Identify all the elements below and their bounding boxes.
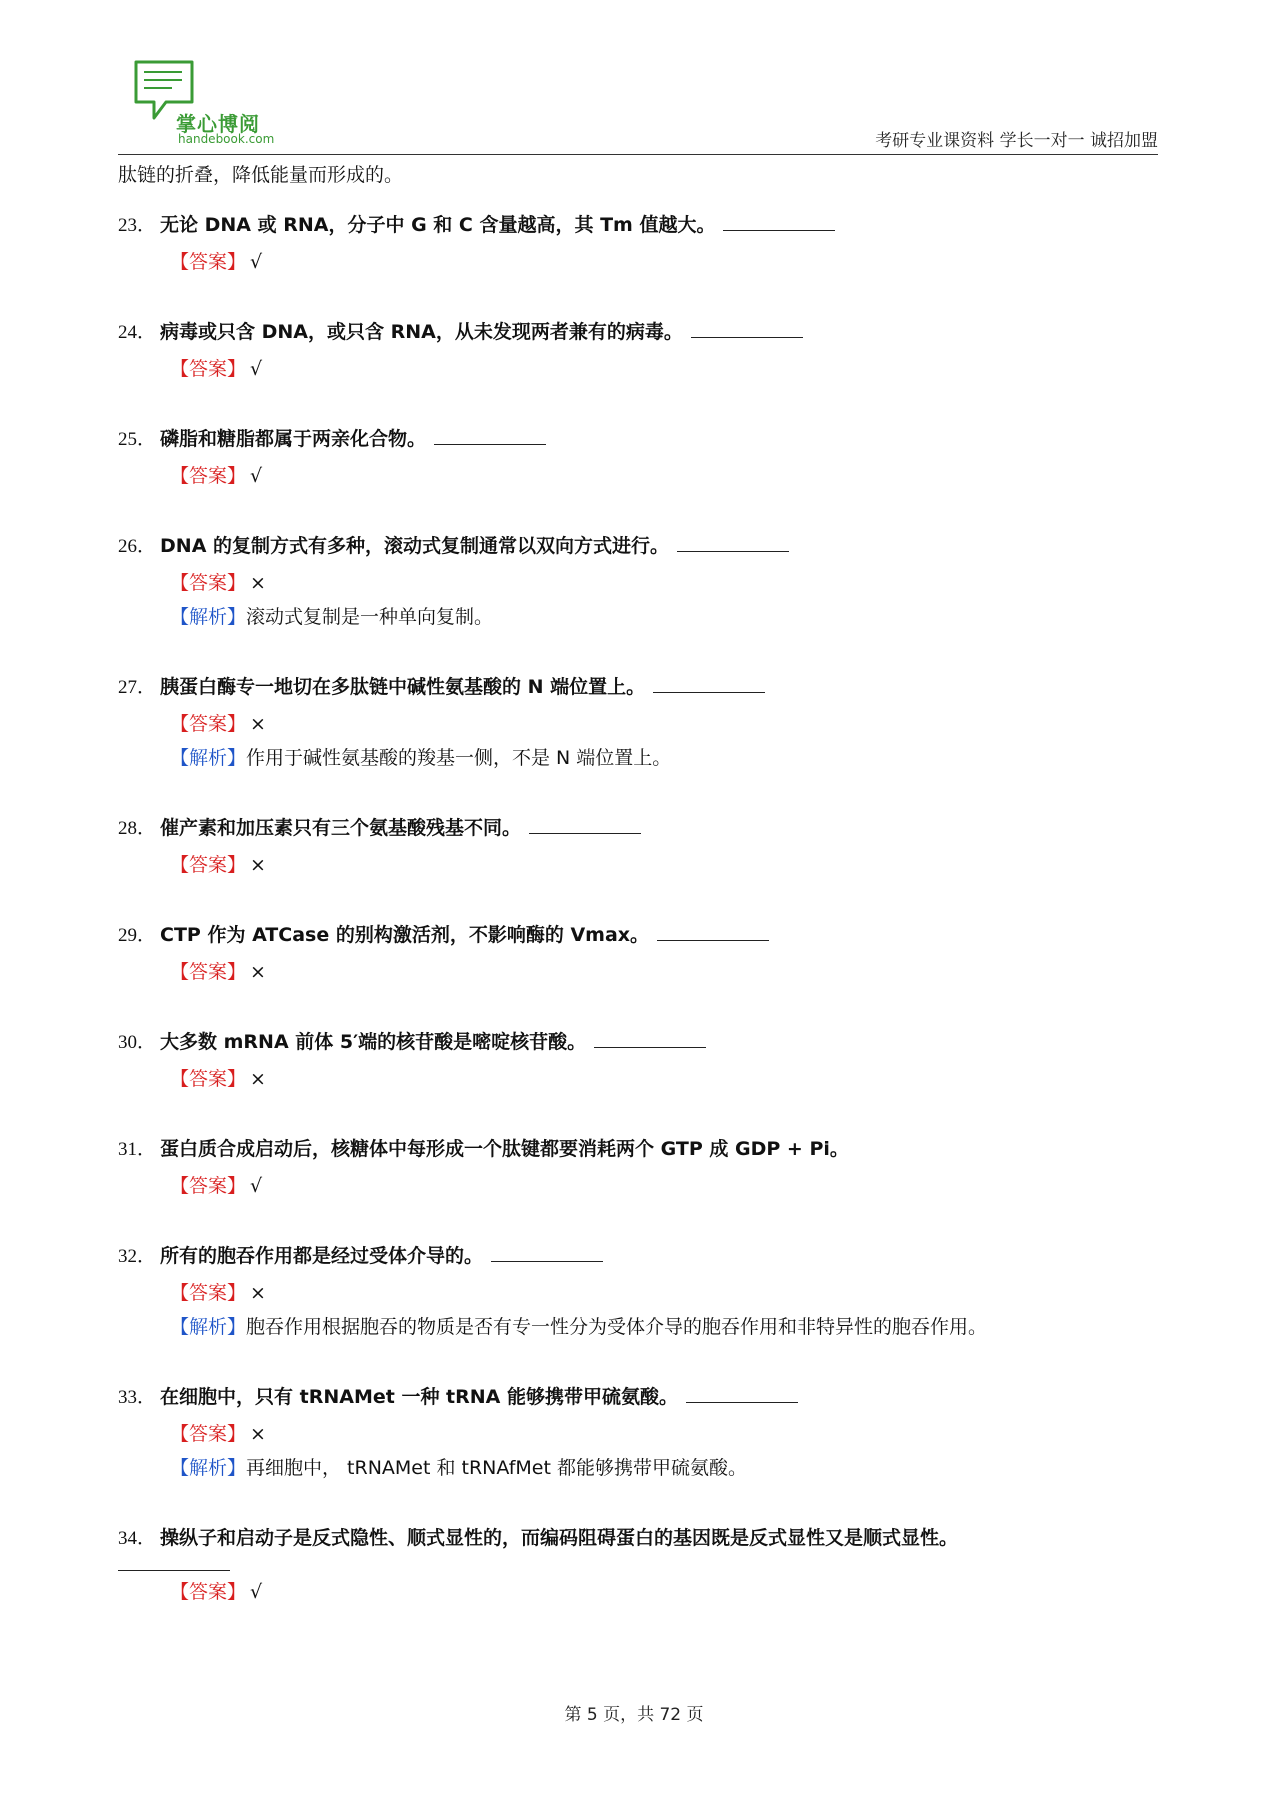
answer-label: 【答案】 bbox=[170, 1581, 247, 1603]
question-item bbox=[118, 317, 1158, 386]
answer-blank[interactable] bbox=[723, 212, 835, 231]
question-line bbox=[118, 813, 1158, 844]
answer-line bbox=[170, 1169, 1158, 1203]
explanation-line bbox=[170, 1451, 1158, 1485]
answer-line bbox=[170, 566, 1158, 600]
answer-mark: × bbox=[250, 854, 266, 876]
question-line bbox=[118, 672, 1158, 703]
logo bbox=[132, 58, 292, 148]
page-footer: 第 5 页，共 72 页 bbox=[564, 1705, 704, 1725]
question-number: 32． bbox=[118, 1246, 157, 1267]
answer-mark: √ bbox=[250, 1175, 263, 1197]
question-number: 28． bbox=[118, 818, 157, 839]
answer-line bbox=[170, 459, 1158, 493]
answer-blank[interactable] bbox=[491, 1243, 603, 1262]
question-item bbox=[118, 531, 1158, 634]
logo-text: 掌心博阅 bbox=[176, 112, 260, 136]
question-list bbox=[118, 160, 1158, 1647]
explanation-line bbox=[170, 741, 1158, 775]
question-number: 23． bbox=[118, 215, 157, 236]
question-text: CTP 作为 ATCase 的别构激活剂，不影响酶的 Vmax。 bbox=[160, 924, 650, 946]
explanation-line bbox=[170, 1310, 1158, 1344]
answer-mark: √ bbox=[250, 465, 263, 487]
question-number: 27． bbox=[118, 677, 157, 698]
explanation-label: 【解析】 bbox=[170, 1316, 247, 1338]
answer-label: 【答案】 bbox=[170, 1282, 247, 1304]
answer-label: 【答案】 bbox=[170, 251, 247, 273]
explanation-text: 滚动式复制是一种单向复制。 bbox=[246, 606, 494, 628]
question-line bbox=[118, 317, 1158, 348]
question-text: 大多数 mRNA 前体 5′端的核苷酸是嘧啶核苷酸。 bbox=[160, 1031, 587, 1053]
answer-line bbox=[170, 1276, 1158, 1310]
answer-label: 【答案】 bbox=[170, 1423, 247, 1445]
question-number: 30． bbox=[118, 1032, 157, 1053]
answer-blank[interactable] bbox=[653, 674, 765, 693]
question-line bbox=[118, 531, 1158, 562]
answer-blank[interactable] bbox=[434, 426, 546, 445]
question-number: 26． bbox=[118, 536, 157, 557]
answer-label: 【答案】 bbox=[170, 854, 247, 876]
answer-line bbox=[170, 707, 1158, 741]
answer-mark: × bbox=[250, 1423, 266, 1445]
question-item bbox=[118, 1523, 1158, 1609]
answer-mark: × bbox=[250, 1282, 266, 1304]
question-line bbox=[118, 1382, 1158, 1413]
answer-line bbox=[170, 352, 1158, 386]
answer-blank[interactable] bbox=[594, 1029, 706, 1048]
continuation-text: 肽链的折叠，降低能量而形成的。 bbox=[118, 164, 404, 186]
answer-line bbox=[170, 1417, 1158, 1451]
header-divider bbox=[118, 154, 1158, 155]
answer-line bbox=[170, 1575, 1158, 1609]
question-text: 磷脂和糖脂都属于两亲化合物。 bbox=[160, 428, 427, 450]
question-text: 所有的胞吞作用都是经过受体介导的。 bbox=[160, 1245, 484, 1267]
explanation-text: 作用于碱性氨基酸的羧基一侧，不是 N 端位置上。 bbox=[246, 747, 672, 769]
answer-label: 【答案】 bbox=[170, 1068, 247, 1090]
question-number: 34． bbox=[118, 1528, 157, 1549]
question-item bbox=[118, 1134, 1158, 1203]
answer-blank[interactable] bbox=[686, 1384, 798, 1403]
question-number: 24． bbox=[118, 322, 157, 343]
answer-label: 【答案】 bbox=[170, 465, 247, 487]
question-number: 33． bbox=[118, 1387, 157, 1408]
question-item bbox=[118, 210, 1158, 279]
answer-blank[interactable] bbox=[118, 1558, 230, 1571]
question-text: 无论 DNA 或 RNA，分子中 G 和 C 含量越高，其 Tm 值越大。 bbox=[160, 214, 716, 236]
question-text: 操纵子和启动子是反式隐性、顺式显性的，而编码阻碍蛋白的基因既是反式显性又是顺式显性。 bbox=[160, 1527, 959, 1549]
question-number: 25． bbox=[118, 429, 157, 450]
answer-label: 【答案】 bbox=[170, 961, 247, 983]
question-item bbox=[118, 672, 1158, 775]
answer-mark: √ bbox=[250, 358, 263, 380]
answer-label: 【答案】 bbox=[170, 1175, 247, 1197]
answer-mark: √ bbox=[250, 251, 263, 273]
question-line bbox=[118, 1134, 1158, 1165]
answer-blank[interactable] bbox=[529, 815, 641, 834]
question-text: 在细胞中，只有 tRNAMet 一种 tRNA 能够携带甲硫氨酸。 bbox=[160, 1386, 678, 1408]
question-item bbox=[118, 813, 1158, 882]
question-line bbox=[118, 424, 1158, 455]
explanation-label: 【解析】 bbox=[170, 747, 247, 769]
question-line bbox=[118, 1241, 1158, 1272]
answer-line bbox=[170, 1062, 1158, 1096]
answer-blank[interactable] bbox=[691, 319, 803, 338]
question-text: 催产素和加压素只有三个氨基酸残基不同。 bbox=[160, 817, 522, 839]
question-item bbox=[118, 1382, 1158, 1485]
question-text: 病毒或只含 DNA，或只含 RNA，从未发现两者兼有的病毒。 bbox=[160, 321, 683, 343]
logo-url: handebook.com bbox=[178, 132, 275, 146]
question-line bbox=[118, 1027, 1158, 1058]
question-item bbox=[118, 1027, 1158, 1096]
question-text: 蛋白质合成启动后，核糖体中每形成一个肽键都要消耗两个 GTP 成 GDP + Pi。 bbox=[160, 1138, 849, 1160]
question-number: 31． bbox=[118, 1139, 157, 1160]
answer-line bbox=[170, 848, 1158, 882]
answer-mark: × bbox=[250, 1068, 266, 1090]
page-header bbox=[118, 58, 1158, 156]
answer-label: 【答案】 bbox=[170, 713, 247, 735]
question-item bbox=[118, 1241, 1158, 1344]
answer-blank[interactable] bbox=[657, 922, 769, 941]
question-number: 29． bbox=[118, 925, 157, 946]
answer-mark: √ bbox=[250, 1581, 263, 1603]
answer-mark: × bbox=[250, 572, 266, 594]
answer-line bbox=[170, 245, 1158, 279]
explanation-text: 胞吞作用根据胞吞的物质是否有专一性分为受体介导的胞吞作用和非特异性的胞吞作用。 bbox=[246, 1316, 988, 1338]
question-line bbox=[118, 210, 1158, 241]
explanation-line bbox=[170, 600, 1158, 634]
answer-label: 【答案】 bbox=[170, 358, 247, 380]
question-item bbox=[118, 424, 1158, 493]
question-line bbox=[118, 1523, 1158, 1554]
answer-mark: × bbox=[250, 713, 266, 735]
question-line bbox=[118, 920, 1158, 951]
answer-label: 【答案】 bbox=[170, 572, 247, 594]
question-text: DNA 的复制方式有多种，滚动式复制通常以双向方式进行。 bbox=[160, 535, 670, 557]
answer-blank[interactable] bbox=[677, 533, 789, 552]
answer-line bbox=[170, 955, 1158, 989]
answer-mark: × bbox=[250, 961, 266, 983]
explanation-label: 【解析】 bbox=[170, 606, 247, 628]
explanation-text: 再细胞中， tRNAMet 和 tRNAfMet 都能够携带甲硫氨酸。 bbox=[246, 1457, 747, 1479]
question-item bbox=[118, 920, 1158, 989]
explanation-label: 【解析】 bbox=[170, 1457, 247, 1479]
question-text: 胰蛋白酶专一地切在多肽链中碱性氨基酸的 N 端位置上。 bbox=[160, 676, 646, 698]
header-tagline: 考研专业课资料 学长一对一 诚招加盟 bbox=[875, 131, 1158, 151]
